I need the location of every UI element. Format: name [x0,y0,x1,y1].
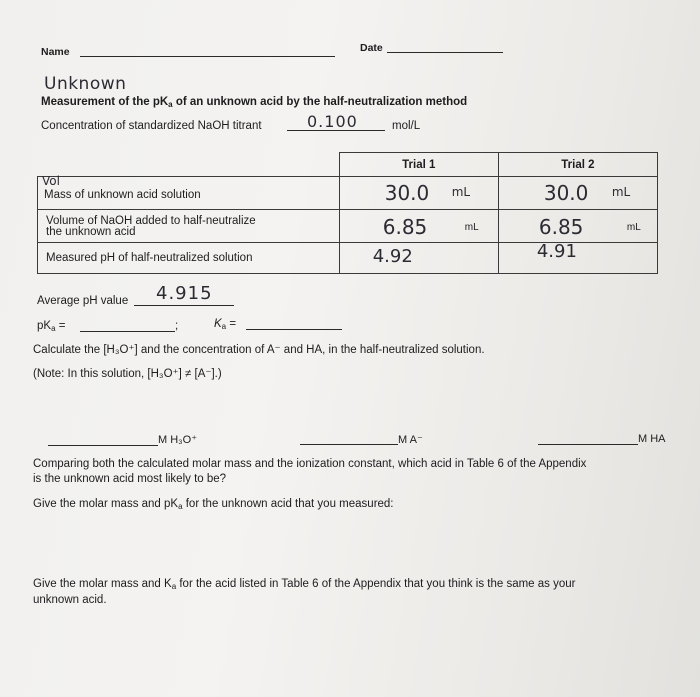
volume-trial1-value: 6.85 [382,215,428,239]
pka-sub: a [51,324,56,333]
name-label: Name [41,46,70,58]
ka-sub: a [221,322,227,331]
row-volume-trial2[interactable] [498,210,657,243]
h3o-line[interactable] [48,445,158,446]
pka-eq: = [55,320,66,332]
q3-text [33,578,576,591]
pka-label: pK [37,320,52,332]
concentration-value: 0.100 [307,112,358,131]
calc-note: (Note: In this solution, [H₃O⁺] ≠ [A⁻].) [33,368,222,380]
pka-semicolon: ; [175,320,179,332]
row-volume-label [38,210,340,243]
q1-line2: is the unknown acid most likely to be? [33,473,227,485]
q2-sub: a [178,502,183,511]
volume-trial2-value: 6.85 [538,215,584,239]
handwritten-vol-note: Vol [42,174,60,188]
m-h3o-label: M H₃O⁺ [158,434,198,446]
row-mass-label [38,174,340,210]
ph-trial2-value: 4.91 [536,241,577,262]
m-ha-label: M HA [638,433,666,445]
concentration-label: Concentration of standardized NaOH titrant [41,120,262,132]
ka-line[interactable] [246,329,342,330]
avg-ph-line[interactable] [134,305,234,306]
header-empty-cell [38,153,340,177]
ha-line[interactable] [538,444,638,445]
q3-sub: a [171,582,177,591]
q2-text [33,498,394,511]
handwritten-unknown: Unknown [44,74,127,94]
name-line[interactable] [80,56,335,57]
volume-trial1-unit: mL [464,222,479,233]
q3-line2: unknown acid. [33,594,107,606]
q2-post: for the unknown acid that you measured: [182,498,394,510]
pka-field [37,320,65,333]
ka-field [214,318,236,331]
m-a-label: M A⁻ [398,434,423,446]
a-minus-line[interactable] [300,444,398,445]
row-mass-trial2[interactable] [498,177,657,210]
trial1-header: Trial 1 [339,153,498,177]
title-sub: a [168,100,173,109]
q3-pre: Give the molar mass and K [33,578,172,590]
volume-label-line2: the unknown acid [46,226,136,238]
q2-pre: Give the molar mass and pK [33,498,179,510]
row-ph-trial2[interactable] [498,243,657,274]
volume-label-line1: Volume of NaOH added to half-neutralize [46,215,256,227]
data-table [37,152,658,274]
ka-eq: = [226,318,237,330]
mass-label-text: Mass of unknown acid solution [44,189,201,201]
row-volume-trial1[interactable] [339,210,498,243]
q3-post: for the acid listed in Table 6 of the Appendix that you think is the same as your [176,578,576,590]
page-title [41,96,467,109]
ph-trial1-value: 4.92 [372,246,413,267]
mass-trial1-value: 30.0 [384,181,430,205]
trial2-header: Trial 2 [498,153,657,177]
calc-prompt: Calculate the [H₃O⁺] and the concentration of A⁻ and HA, in the half-neutralized solution. [33,344,485,356]
concentration-unit: mol/L [392,120,421,132]
pka-line[interactable] [80,331,175,332]
row-ph-label [38,243,340,274]
title-text: Measurement of the pK [41,96,169,108]
avg-ph-value: 4.915 [156,283,213,304]
mass-trial2-value: 30.0 [543,181,589,205]
title-rest: of an unknown acid by the half-neutralization method [172,96,468,108]
volume-trial2-unit: mL [626,222,641,233]
mass-trial2-unit: mL [611,185,631,199]
mass-trial1-unit: mL [451,185,471,199]
avg-ph-label: Average pH value [37,295,129,307]
row-ph-trial1[interactable] [339,243,498,274]
date-line[interactable] [387,52,503,53]
row-mass-trial1[interactable] [339,177,498,210]
ka-label: K [214,318,222,330]
q1-line1: Comparing both the calculated molar mass and the ionization constant, which acid in Table 6 of the Appendix [33,458,587,470]
ph-label-text: Measured pH of half-neutralized solution [46,252,253,264]
date-label: Date [360,42,383,54]
